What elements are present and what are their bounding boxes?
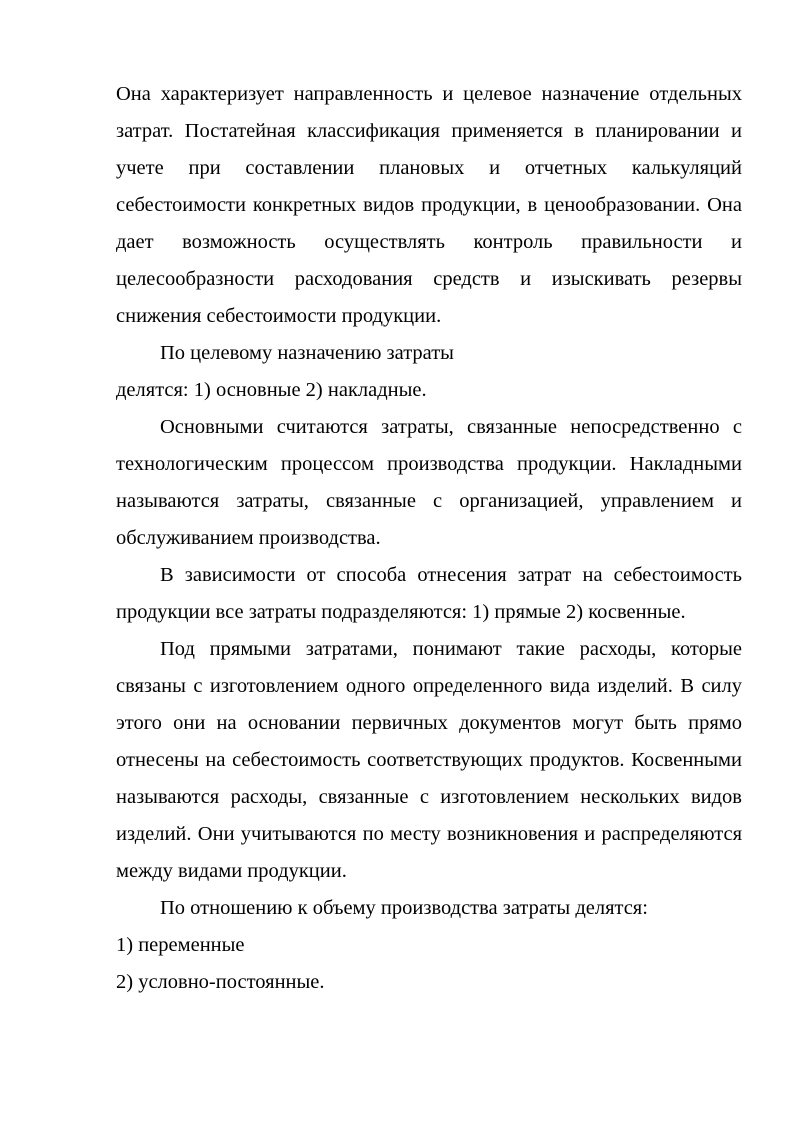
document-body — [116, 76, 742, 1001]
paragraph-main-overhead: Основными считаются затраты, связанные непосредственно с технологическим процессом производства продукции. Накладными называются затраты, связанные с организацией, управлением и обслуживанием производства. — [116, 416, 742, 549]
paragraph-cost-classification: Она характеризует направленность и целевое назначение отдельных затрат. Постатейная классификация применяется в планировании и учете при составлении плановых и отчетных калькуляций себестоимости конкретных видов продукции, в ценообразовании. Она дает возможность осуществлять контроль правильности и целесообразности расходования средств и изыскивать резервы снижения себестоимости продукции. — [116, 83, 742, 327]
list-item-variable: 1) переменные — [116, 934, 245, 956]
paragraph-direct-indirect: Под прямыми затратами, понимают такие расходы, которые связаны с изготовлением одного определенного вида изделий. В силу этого они на основании первичных документов могут быть прямо отнесены на себестоимость соответствующих продуктов. Косвенными называются расходы, связанные с изготовлением нескольких видов изделий. Они учитываются по месту возникновения и распределяются между видами продукции. — [116, 638, 742, 882]
list-item-semi-fixed: 2) условно-постоянные. — [116, 971, 325, 993]
paragraph-purpose-heading: По целевому назначению затраты — [160, 342, 454, 364]
paragraph-purpose-types: делятся: 1) основные 2) накладные. — [116, 379, 427, 401]
paragraph-allocation-method: В зависимости от способа отнесения затрат на себестоимость продукции все затраты подразделяются: 1) прямые 2) косвенные. — [116, 564, 742, 623]
paragraph-volume-heading: По отношению к объему производства затраты делятся: — [160, 897, 648, 919]
